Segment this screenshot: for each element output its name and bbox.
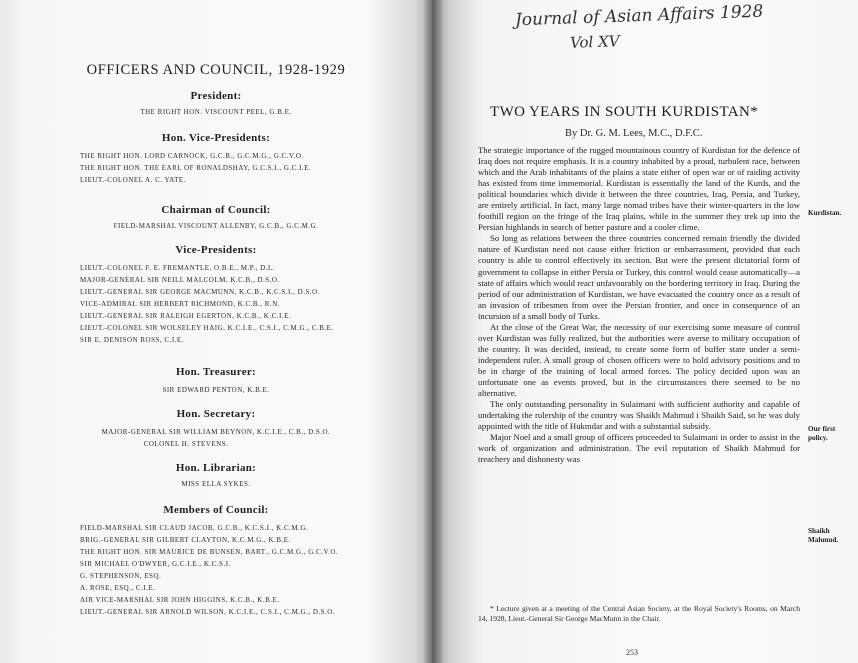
margin-note-shaikh-mahmud: Shaikh Mahmud. — [808, 527, 839, 544]
vice-president-entry: LIEUT.-COLONEL F. E. FREMANTLE, O.B.E., M.P., D.L. — [80, 264, 275, 272]
handwritten-annotation: Vol XV — [569, 32, 620, 52]
secretary-heading: Hon. Secretary: — [176, 408, 256, 420]
council-members-heading: Members of Council: — [163, 504, 269, 516]
secretary-name: MAJOR-GENERAL SIR WILLIAM BEYNON, K.C.I.E., C.B., D.S.O. — [101, 428, 331, 436]
article-footnote — [478, 604, 800, 624]
article-paragraph: So long as relations between the three countries concerned remain friendly the divided nature of Kurdistan need not cause either friction or embarrassment, provided that each country is able to control effectively its section. But were the present dictatorial form of government to collapse in either Persia or Turkey, this control would cease automatically—a state of affairs which would react unfavourably on the bordering territory in Iraq. During the period of our administration of Kurdistan, we have evacuated the country once as a result of an invasion of tribesmen from over the Persian frontier, and once in consequence of an incursion of a small body of Turks. — [478, 233, 800, 321]
librarian-heading: Hon. Librarian: — [175, 462, 257, 474]
council-member-entry: AIR VICE-MARSHAL SIR JOHN HIGGINS, K.C.B., K.B.E. — [80, 596, 280, 604]
chairman-name: FIELD-MARSHAL VISCOUNT ALLENBY, G.C.B., G.C.M.G. — [113, 222, 319, 230]
article-byline: By Dr. G. M. Lees, M.C., D.F.C. — [565, 128, 703, 139]
article-paragraph: The strategic importance of the rugged mountainous country of Kurdistan for the defence of Iraq does not require emphasis. It is a country inhabited by a proud, turbulent race, between which and the Arab inhabitants of the plains a state either of open war or of raiding activity has existed from time immemorial. Kurdistan is essentially the land of the Kurds, and the political boundaries which divide it between the three countries, Iraq, Persia, and Turkey, are entirely artificial. In fact, many large nomad tribes have their winter-quarters in the low foothill region on the fringe of the Iraq plains, while in the summer they trek up into the Persian highlands in search of better pasture and a cooler clime. — [478, 145, 800, 233]
secretary-name: COLONEL H. STEVENS. — [143, 440, 229, 448]
page-number: 253 — [626, 648, 638, 657]
handwritten-annotation: Journal of Asian Affairs 1928 — [514, 1, 764, 31]
footnote-text: * Lecture given at a meeting of the Central Asian Society, at the Royal Society's Rooms, on March 14, 1928, Lieut.-General Sir George MacMunn in the Chair. — [478, 604, 800, 623]
council-member-entry: FIELD-MARSHAL SIR CLAUD JACOB, G.C.B., K.C.S.I., K.C.M.G. — [80, 524, 309, 532]
vice-president-entry: LIEUT.-COLONEL SIR WOLSELEY HAIG, K.C.I.E., C.S.I., C.M.G., C.B.E. — [80, 324, 334, 332]
margin-note-first-policy: Our first policy. — [808, 425, 836, 442]
council-member-entry: A. ROSE, ESQ., C.I.E. — [80, 584, 156, 592]
article-paragraph: The only outstanding personality in Sulaimani with sufficient authority and capable of undertaking the rulership of the country was Shaikh Mahmud i Shaikh Said, so he was duly appointed with the title of Hukmdar and with a substantial subsidy. — [478, 399, 800, 432]
article-paragraph: Major Noel and a small group of officers proceeded to Sulaimani in order to assist in the work of organization and administration. The evil reputation of Shaikh Mahmud for treachery and dishonesty was — [478, 432, 800, 465]
hon-vice-presidents-heading: Hon. Vice-Presidents: — [161, 132, 271, 144]
vice-president-entry: MAJOR-GENERAL SIR NEILL MALCOLM, K.C.B., D.S.O. — [80, 276, 280, 284]
vice-president-entry: SIR E. DENISON ROSS, C.I.E. — [80, 336, 184, 344]
president-name: THE RIGHT HON. VISCOUNT PEEL, G.B.E. — [140, 108, 292, 116]
hon-vice-president-entry: LIEUT.-COLONEL A. C. YATE. — [80, 176, 186, 184]
article-title: TWO YEARS IN SOUTH KURDISTAN* — [490, 104, 759, 120]
librarian-name: MISS ELLA SYKES. — [181, 480, 251, 488]
council-member-entry: BRIG.-GENERAL SIR GILBERT CLAYTON, K.C.M.G., K.B.E. — [80, 536, 291, 544]
vice-president-entry: VICE-ADMIRAL SIR HERBERT RICHMOND, K.C.B., R.N. — [80, 300, 281, 308]
president-heading: President: — [190, 90, 242, 102]
council-member-entry: SIR MICHAEL O'DWYER, G.C.I.E., K.C.S.I. — [80, 560, 231, 568]
hon-vice-president-entry: THE RIGHT HON. LORD CARNOCK, G.C.B., G.C.M.G., G.C.V.O. — [80, 152, 304, 160]
margin-note-kurdistan: Kurdistan. — [808, 209, 842, 217]
council-member-entry: G. STEPHENSON, ESQ. — [80, 572, 162, 580]
officers-council-title: OFFICERS AND COUNCIL, 1928-1929 — [86, 62, 346, 78]
council-member-entry: THE RIGHT HON. SIR MAURICE DE BUNSEN, BART., G.C.M.G., G.C.V.O. — [80, 548, 339, 556]
council-member-entry: LIEUT.-GENERAL SIR ARNOLD WILSON, K.C.I.E., C.S.I., C.M.G., D.S.O. — [80, 608, 336, 616]
vice-presidents-heading: Vice-Presidents: — [175, 244, 257, 256]
vice-president-entry: LIEUT.-GENERAL SIR RALEIGH EGERTON, K.C.B., K.C.I.E. — [80, 312, 292, 320]
treasurer-name: SIR EDWARD PENTON, K.B.E. — [162, 386, 270, 394]
chairman-heading: Chairman of Council: — [161, 204, 271, 216]
book-gutter — [424, 0, 442, 663]
hon-vice-president-entry: THE RIGHT HON. THE EARL OF RONALDSHAY, G.C.S.I., G.C.I.E. — [80, 164, 312, 172]
article-paragraph: At the close of the Great War, the necessity of our exercising some measure of control over Kurdistan was fully realized, but the authorities were averse to military occupation of the country. It was decided, instead, to create some form of buffer state under a semi-independent ruler. A small group of chosen officers were to hold advisory positions and to be in charge of the training of local armed forces. The policy decided upon was an unfortunate one as events proved, but in the circumstances there seemed to be no alternative. — [478, 321, 800, 399]
treasurer-heading: Hon. Treasurer: — [175, 366, 257, 378]
article-body — [478, 145, 800, 465]
vice-president-entry: LIEUT.-GENERAL SIR GEORGE MACMUNN, K.C.B., K.C.S.I., D.S.O. — [80, 288, 320, 296]
